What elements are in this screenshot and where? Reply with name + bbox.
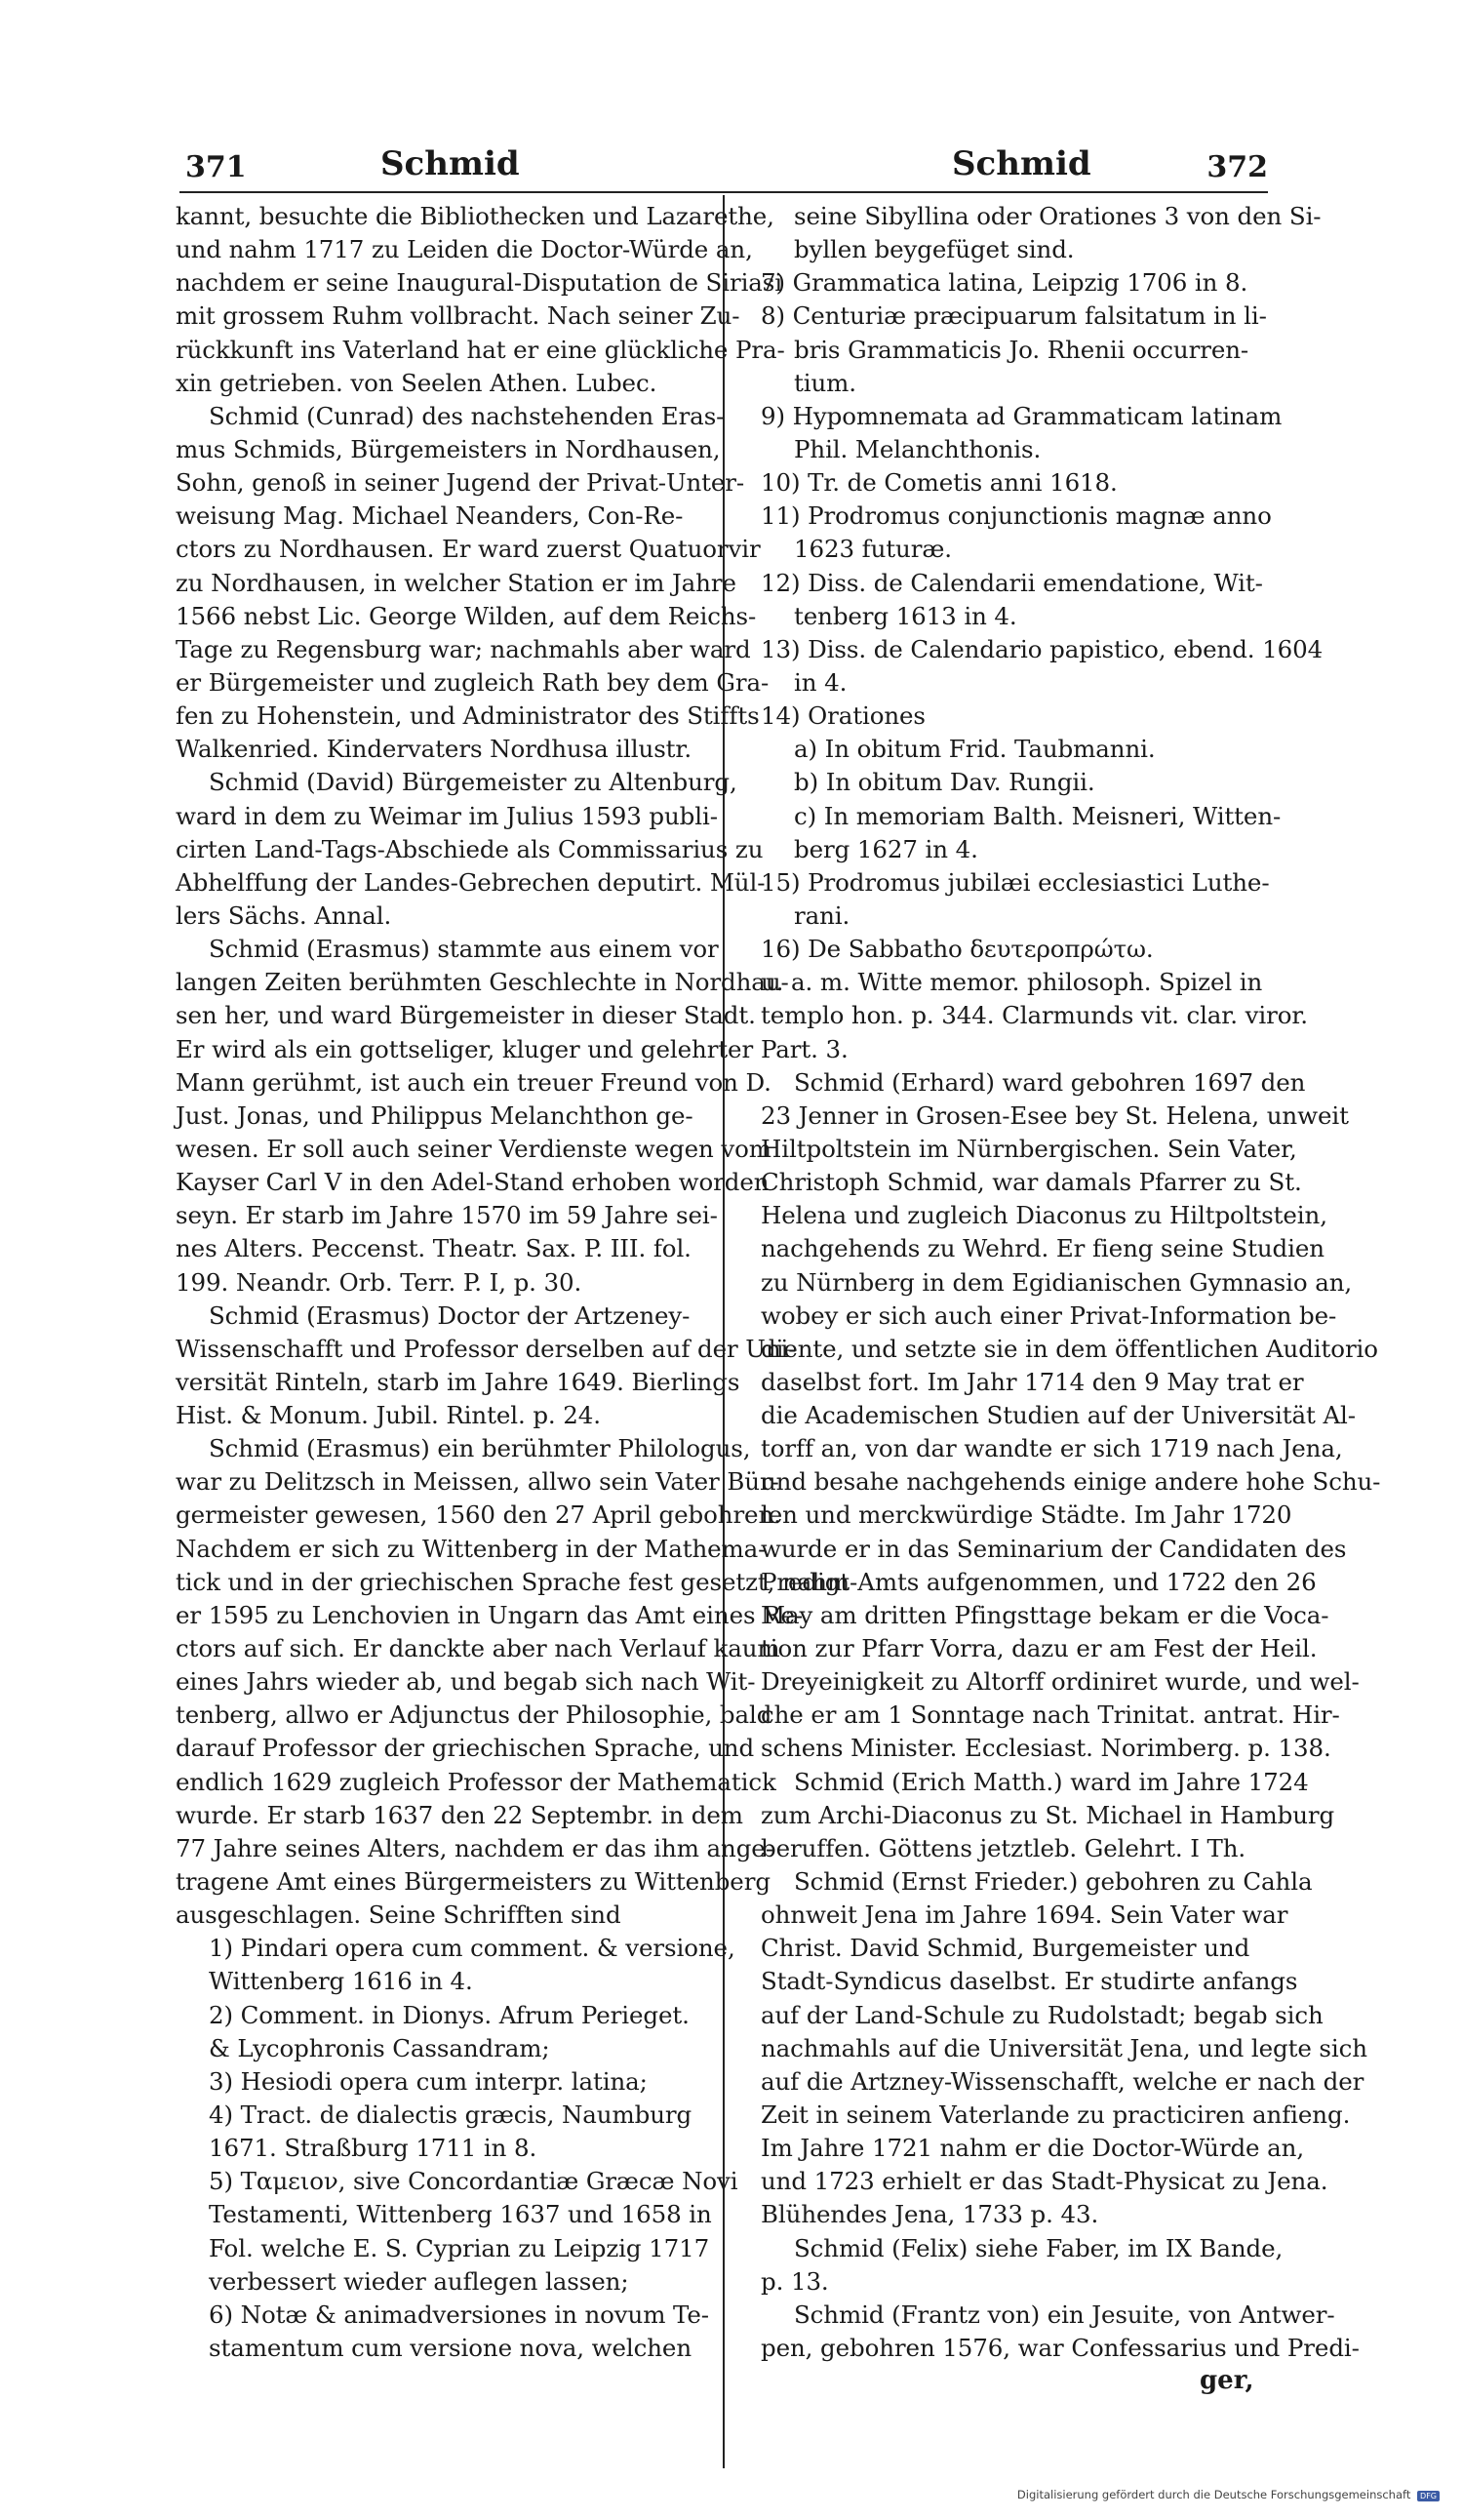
text-line: wesen. Er soll auch seiner Verdienste wegen vom — [176, 1134, 771, 1163]
text-line: Schmid (Ernst Frieder.) gebohren zu Cahla — [794, 1867, 1313, 1897]
text-line: pen, gebohren 1576, war Confessarius und Predi- — [761, 2334, 1360, 2362]
text-line: Nachdem er sich zu Wittenberg in der Mathema- — [176, 1534, 767, 1563]
text-line: 13) Diss. de Calendario papistico, ebend. 1604 — [761, 634, 1324, 663]
text-line: er 1595 zu Lenchovien in Ungarn das Amt eines Re- — [176, 1600, 804, 1629]
text-line: 8) Centuriæ præcipuarum falsitatum in li- — [761, 301, 1267, 331]
text-line: byllen beygefüget sind. — [794, 235, 1075, 264]
text-line: c) In memoriam Balth. Meisneri, Witten- — [794, 801, 1282, 830]
text-line: zu Nürnberg in dem Egidianischen Gymnasio an, — [761, 1267, 1353, 1297]
text-line: darauf Professor der griechischen Sprache, und — [176, 1734, 755, 1763]
text-line: tenberg 1613 in 4. — [794, 601, 1017, 630]
text-line: und 1723 erhielt er das Stadt-Physicat zu Jena. — [761, 2167, 1328, 2196]
text-line: seine Sibyllina oder Orationes 3 von den Si- — [794, 202, 1322, 230]
text-line: Part. 3. — [761, 1034, 849, 1063]
text-line: eines Jahrs wieder ab, und begab sich nach Wit- — [176, 1667, 756, 1697]
text-line: a) In obitum Frid. Taubmanni. — [794, 735, 1156, 764]
text-line: 1566 nebst Lic. George Wilden, auf dem Reichs- — [176, 601, 757, 630]
text-line: versität Rinteln, starb im Jahre 1649. Bierlings — [176, 1367, 740, 1396]
text-line: che er am 1 Sonntage nach Trinitat. antrat. Hir- — [761, 1700, 1340, 1730]
text-line: tion zur Pfarr Vorra, dazu er am Fest der Heil. — [761, 1634, 1318, 1663]
text-line: u. a. m. Witte memor. philosoph. Spizel in — [761, 968, 1263, 997]
text-line: 77 Jahre seines Alters, nachdem er das ihm ange- — [176, 1833, 773, 1862]
text-line: bris Grammaticis Jo. Rhenii occurren- — [794, 335, 1249, 364]
text-line: daselbst fort. Im Jahr 1714 den 9 May trat er — [761, 1367, 1304, 1396]
text-line: Sohn, genoß in seiner Jugend der Privat-Unter- — [176, 468, 745, 498]
text-line: 14) Orationes — [761, 701, 926, 731]
text-line: verbessert wieder auflegen lassen; — [209, 2266, 629, 2296]
text-line: Schmid (Erasmus) ein berühmter Philologus, — [209, 1434, 751, 1463]
text-line: Schmid (David) Bürgemeister zu Altenburg, — [209, 768, 737, 797]
text-line: endlich 1629 zugleich Professor der Mathematick — [176, 1767, 776, 1796]
text-line: tium. — [794, 368, 856, 397]
catchword: ger, — [1200, 2366, 1254, 2395]
text-line: rani. — [794, 900, 850, 930]
text-line: Mann gerühmt, ist auch ein treuer Freund von D. — [176, 1067, 771, 1097]
text-line: Blühendes Jena, 1733 p. 43. — [761, 2200, 1099, 2229]
text-line: Schmid (Felix) siehe Faber, im IX Bande, — [794, 2233, 1284, 2262]
text-line: 23 Jenner in Grosen-Esee bey St. Helena, unweit — [761, 1100, 1349, 1130]
text-line: 1623 futuræ. — [794, 535, 952, 564]
text-line: templo hon. p. 344. Clarmunds vit. clar. viror. — [761, 1001, 1308, 1030]
text-line: Hist. & Monum. Jubil. Rintel. p. 24. — [176, 1401, 601, 1430]
text-line: Tage zu Regensburg war; nachmahls aber ward — [176, 634, 751, 663]
text-line: Abhelffung der Landes-Gebrechen deputirt. Mül- — [176, 867, 766, 897]
text-line: tick und in der griechischen Sprache fest gesetzt, nahm — [176, 1567, 850, 1596]
text-line: Schmid (Cunrad) des nachstehenden Eras- — [209, 401, 725, 430]
text-line: 5) Ταμειον, sive Concordantiæ Græcæ Novi — [209, 2167, 738, 2196]
right-column — [761, 200, 1381, 2365]
text-line: seyn. Er starb im Jahre 1570 im 59 Jahre sei- — [176, 1201, 718, 1230]
text-line: er Bürgemeister und zugleich Rath bey dem Gra- — [176, 667, 770, 697]
text-line: germeister gewesen, 1560 den 27 April gebohren. — [176, 1500, 781, 1530]
text-line: ausgeschlagen. Seine Schrifften sind — [176, 1900, 621, 1930]
text-line: Hiltpoltstein im Nürnbergischen. Sein Vater, — [761, 1134, 1297, 1163]
text-line: diente, und setzte sie in dem öffentlichen Auditorio — [761, 1334, 1378, 1363]
text-line: Helena und zugleich Diaconus zu Hiltpoltstein, — [761, 1201, 1327, 1230]
text-line: die Academischen Studien auf der Universität Al- — [761, 1401, 1356, 1430]
running-title-left: Schmid — [380, 144, 520, 183]
text-line: Dreyeinigkeit zu Altorff ordiniret wurde, und wel- — [761, 1667, 1360, 1697]
page-number-right: 372 — [1206, 150, 1268, 184]
text-line: berg 1627 in 4. — [794, 834, 978, 863]
text-line: 11) Prodromus conjunctionis magnæ anno — [761, 501, 1272, 531]
text-line: Schmid (Frantz von) ein Jesuite, von Antwer- — [794, 2300, 1335, 2329]
text-line: cirten Land-Tags-Abschiede als Commissarius zu — [176, 834, 764, 863]
text-line: Testamenti, Wittenberg 1637 und 1658 in — [209, 2200, 712, 2229]
text-line: ward in dem zu Weimar im Julius 1593 publi- — [176, 801, 718, 830]
text-line: Schmid (Erich Matth.) ward im Jahre 1724 — [794, 1767, 1309, 1796]
text-line: zu Nordhausen, in welcher Station er im Jahre — [176, 568, 736, 597]
text-line: auf die Artzney-Wissenschafft, welche er nach der — [761, 2066, 1364, 2096]
text-line: lers Sächs. Annal. — [176, 900, 392, 930]
text-line: langen Zeiten berühmten Geschlechte in Nordhau- — [176, 968, 789, 997]
page-number-left: 371 — [185, 150, 247, 184]
text-line: Stadt-Syndicus daselbst. Er studirte anfangs — [761, 1967, 1298, 1996]
footer-credit: Digitalisierung gefördert durch die Deutsche Forschungsgemeinschaft — [1016, 2488, 1411, 2501]
footer — [1017, 2488, 1440, 2501]
text-line: wobey er sich auch einer Privat-Information be- — [761, 1300, 1337, 1330]
text-line: stamentum cum versione nova, welchen — [209, 2334, 692, 2362]
text-line: 199. Neandr. Orb. Terr. P. I, p. 30. — [176, 1267, 582, 1297]
text-line: mit grossem Ruhm vollbracht. Nach seiner Zu- — [176, 301, 740, 331]
text-line: 12) Diss. de Calendarii emendatione, Wit- — [761, 568, 1263, 597]
text-line: weisung Mag. Michael Neanders, Con-Re- — [176, 501, 684, 531]
text-line: May am dritten Pfingsttage bekam er die Voca- — [761, 1600, 1329, 1629]
text-line: 1) Pindari opera cum comment. & versione, — [209, 1934, 735, 1963]
text-line: Er wird als ein gottseliger, kluger und gelehrter — [176, 1034, 754, 1063]
text-line: mus Schmids, Bürgemeisters in Nordhausen, — [176, 434, 721, 463]
text-line: len und merckwürdige Städte. Im Jahr 1720 — [761, 1500, 1292, 1530]
text-line: ohnweit Jena im Jahre 1694. Sein Vater war — [761, 1900, 1288, 1930]
text-line: torff an, von dar wandte er sich 1719 nach Jena, — [761, 1434, 1343, 1463]
text-line: Im Jahre 1721 nahm er die Doctor-Würde an, — [761, 2134, 1305, 2163]
text-line: tragene Amt eines Bürgermeisters zu Wittenberg — [176, 1867, 771, 1897]
text-line: 9) Hypomnemata ad Grammaticam latinam — [761, 401, 1283, 430]
text-line: Walkenried. Kindervaters Nordhusa illustr. — [176, 735, 692, 764]
text-line: b) In obitum Dav. Rungii. — [794, 768, 1095, 797]
text-line: 1671. Straßburg 1711 in 8. — [209, 2134, 537, 2163]
text-line: & Lycophronis Cassandram; — [209, 2033, 550, 2062]
text-line: 3) Hesiodi opera cum interpr. latina; — [209, 2066, 648, 2096]
text-line: Wissenschafft und Professor derselben auf der Uni- — [176, 1334, 797, 1363]
text-line: Kayser Carl V in den Adel-Stand erhoben worden — [176, 1168, 770, 1197]
text-line: 4) Tract. de dialectis græcis, Naumburg — [209, 2100, 692, 2130]
text-line: Phil. Melanchthonis. — [794, 434, 1042, 463]
header-rule — [179, 191, 1268, 193]
text-line: zum Archi-Diaconus zu St. Michael in Hamburg — [761, 1800, 1335, 1829]
text-line: und besahe nachgehends einige andere hohe Schu- — [761, 1467, 1381, 1497]
text-line: Wittenberg 1616 in 4. — [209, 1967, 473, 1996]
text-line: 10) Tr. de Cometis anni 1618. — [761, 468, 1118, 498]
text-line: Predigt-Amts aufgenommen, und 1722 den 26 — [761, 1567, 1317, 1596]
text-line: Schmid (Erhard) ward gebohren 1697 den — [794, 1067, 1306, 1097]
text-line: 7) Grammatica latina, Leipzig 1706 in 8. — [761, 268, 1248, 298]
page-header — [176, 144, 1268, 193]
text-line: wurde. Er starb 1637 den 22 Septembr. in dem — [176, 1800, 743, 1829]
text-line: sen her, und ward Bürgemeister in dieser Stadt. — [176, 1001, 756, 1030]
text-line: kannt, besuchte die Bibliothecken und Lazarethe, — [176, 202, 774, 230]
text-line: xin getrieben. von Seelen Athen. Lubec. — [176, 368, 657, 397]
text-line: p. 13. — [761, 2266, 829, 2296]
text-line: Fol. welche E. S. Cyprian zu Leipzig 1717 — [209, 2233, 710, 2262]
text-line: Zeit in seinem Vaterlande zu practiciren anfieng. — [761, 2100, 1351, 2130]
text-line: nes Alters. Peccenst. Theatr. Sax. P. III. fol. — [176, 1234, 692, 1263]
text-line: 15) Prodromus jubilæi ecclesiastici Luthe- — [761, 867, 1270, 897]
text-line: nachdem er seine Inaugural-Disputation de Siriasi — [176, 268, 783, 298]
text-line: war zu Delitzsch in Meissen, allwo sein Vater Bür- — [176, 1467, 779, 1497]
text-line: ctors zu Nordhausen. Er ward zuerst Quatuorvir — [176, 535, 761, 564]
text-line: Christoph Schmid, war damals Pfarrer zu St. — [761, 1168, 1302, 1197]
text-line: wurde er in das Seminarium der Candidaten des — [761, 1534, 1347, 1563]
text-line: fen zu Hohenstein, und Administrator des Stiffts — [176, 701, 760, 731]
text-line: 16) De Sabbatho δευτεροπρώτω. — [761, 935, 1154, 964]
text-line: 2) Comment. in Dionys. Afrum Perieget. — [209, 2000, 690, 2029]
text-line: schens Minister. Ecclesiast. Norimberg. p. 138. — [761, 1734, 1331, 1763]
text-line: Christ. David Schmid, Burgemeister und — [761, 1934, 1250, 1963]
dfg-logo: DFG — [1417, 2491, 1440, 2501]
text-line: Schmid (Erasmus) stammte aus einem vor — [209, 935, 719, 964]
running-title-right: Schmid — [952, 144, 1091, 183]
text-line: 6) Notæ & animadversiones in novum Te- — [209, 2300, 709, 2329]
text-line: auf der Land-Schule zu Rudolstadt; begab sich — [761, 2000, 1324, 2029]
text-line: Schmid (Erasmus) Doctor der Artzeney- — [209, 1300, 691, 1330]
text-line: ctors auf sich. Er danckte aber nach Verlauf kaum — [176, 1634, 780, 1663]
text-line: und nahm 1717 zu Leiden die Doctor-Würde an, — [176, 235, 753, 264]
text-line: tenberg, allwo er Adjunctus der Philosophie, bald — [176, 1700, 772, 1730]
text-line: Just. Jonas, und Philippus Melanchthon ge- — [176, 1100, 693, 1130]
text-line: nachmahls auf die Universität Jena, und legte sich — [761, 2033, 1367, 2062]
text-line: beruffen. Göttens jetztleb. Gelehrt. I Th. — [761, 1833, 1246, 1862]
text-line: nachgehends zu Wehrd. Er fieng seine Studien — [761, 1234, 1325, 1263]
text-line: in 4. — [794, 667, 848, 697]
text-line: rückkunft ins Vaterland hat er eine glückliche Pra- — [176, 335, 785, 364]
